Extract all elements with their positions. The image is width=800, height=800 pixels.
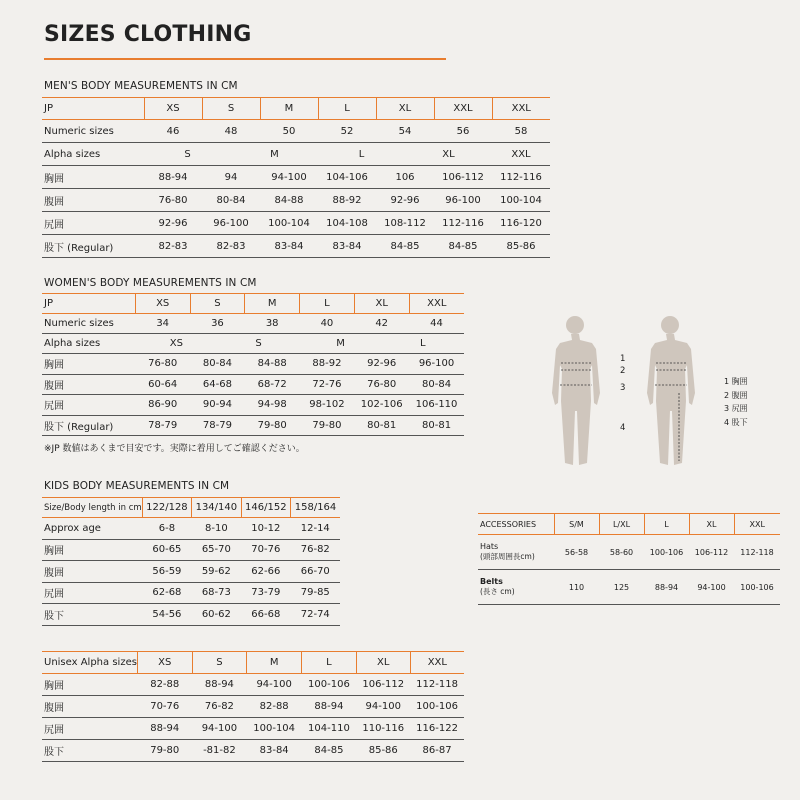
unisex-header-cell: XL (356, 652, 410, 674)
men-header-cell: M (260, 98, 318, 120)
accessories-header-cell: L/XL (599, 514, 644, 535)
accessories-header-cell: XL (689, 514, 734, 535)
women-cell: 36 (190, 314, 245, 334)
unisex-cell: 70-76 (137, 696, 192, 718)
men-cell: 58 (492, 120, 550, 143)
men-cell: 100-104 (260, 212, 318, 235)
women-cell: 90-94 (190, 395, 245, 416)
kids-cell: 66-70 (291, 561, 340, 583)
women-measure-row (42, 415, 464, 436)
men-numeric-row (42, 120, 550, 143)
men-cell: 85-86 (492, 235, 550, 258)
women-alpha-cell: S (217, 334, 299, 354)
women-cell: 42 (354, 314, 409, 334)
men-cell: 106-112 (434, 166, 492, 189)
unisex-cell: 88-94 (192, 674, 247, 696)
figure-number-4: 4 (620, 423, 626, 433)
kids-cell: 56-59 (142, 561, 191, 583)
men-cell: 56 (434, 120, 492, 143)
men-cell: 48 (202, 120, 260, 143)
unisex-header-cell: L (302, 652, 357, 674)
men-cell: 94 (202, 166, 260, 189)
kids-cell: 79-85 (291, 582, 340, 604)
unisex-cell: 88-94 (137, 718, 192, 740)
men-row-label: Numeric sizes (42, 120, 144, 143)
unisex-cell: 94-100 (356, 696, 410, 718)
hats-value: 56-58 (554, 535, 599, 570)
women-header-cell: XXL (409, 294, 464, 314)
women-row-label: Alpha sizes (42, 334, 135, 354)
unisex-cell: 100-104 (247, 718, 302, 740)
men-cell: 96-100 (434, 189, 492, 212)
women-cell: 60-64 (135, 374, 190, 395)
unisex-cell: 88-94 (302, 696, 357, 718)
women-cell: 72-76 (300, 374, 355, 395)
page-title: SIZES CLOTHING (44, 22, 252, 47)
women-header-cell: M (245, 294, 300, 314)
women-cell: 80-84 (190, 354, 245, 375)
men-header-cell: XL (376, 98, 434, 120)
women-cell: 80-81 (354, 415, 409, 436)
women-row-label: 胸囲 (42, 354, 135, 375)
body-figure (546, 313, 696, 478)
unisex-row (42, 674, 464, 696)
women-cell: 68-72 (245, 374, 300, 395)
women-cell: 76-80 (135, 354, 190, 375)
accessories-header-cell: L (644, 514, 689, 535)
men-cell: 94-100 (260, 166, 318, 189)
kids-cell: 8-10 (192, 518, 241, 540)
accessories-header-cell: XXL (734, 514, 780, 535)
belts-value: 100-106 (734, 570, 780, 605)
kids-header-cell: 122/128 (142, 498, 191, 518)
accessories-header-cell: S/M (554, 514, 599, 535)
women-size-table (42, 293, 464, 436)
hats-value: 100-106 (644, 535, 689, 570)
unisex-cell: -81-82 (192, 740, 247, 762)
women-measure-row (42, 374, 464, 395)
legend-item-inseam: 4 股下 (724, 417, 748, 427)
women-cell: 40 (300, 314, 355, 334)
men-cell: 84-85 (376, 235, 434, 258)
women-header-cell: XL (354, 294, 409, 314)
unisex-row-label: 胸囲 (42, 674, 137, 696)
accessories-header-row (478, 514, 780, 535)
kids-cell: 54-56 (142, 604, 191, 626)
kids-size-table (42, 497, 340, 626)
accessories-table (478, 513, 780, 605)
women-cell: 94-98 (245, 395, 300, 416)
men-cell: 96-100 (202, 212, 260, 235)
women-section-title: WOMEN'S BODY MEASUREMENTS IN CM (44, 277, 257, 289)
men-cell: 112-116 (492, 166, 550, 189)
unisex-cell: 82-88 (247, 696, 302, 718)
unisex-cell: 82-88 (137, 674, 192, 696)
kids-header-cell: 146/152 (241, 498, 290, 518)
kids-row (42, 518, 340, 540)
unisex-row (42, 696, 464, 718)
unisex-row-label: 股下 (42, 740, 137, 762)
kids-cell: 62-68 (142, 582, 191, 604)
accessories-row-belts (478, 570, 780, 605)
men-row-label: 尻囲 (42, 212, 144, 235)
men-cell: 83-84 (318, 235, 376, 258)
women-cell: 84-88 (245, 354, 300, 375)
men-cell: 84-85 (434, 235, 492, 258)
kids-row-label: 尻囲 (42, 582, 142, 604)
women-measure-row (42, 354, 464, 375)
men-header-cell: XS (144, 98, 202, 120)
men-alpha-cell: L (318, 143, 405, 166)
hats-value: 58-60 (599, 535, 644, 570)
accessories-header-cell: ACCESSORIES (478, 514, 554, 535)
women-cell: 98-102 (300, 395, 355, 416)
men-cell: 108-112 (376, 212, 434, 235)
figure-number-2: 2 (620, 366, 626, 376)
women-cell: 80-81 (409, 415, 464, 436)
kids-cell: 59-62 (192, 561, 241, 583)
men-header-cell: XXL (434, 98, 492, 120)
men-cell: 100-104 (492, 189, 550, 212)
kids-section-title: KIDS BODY MEASUREMENTS IN CM (44, 480, 230, 492)
women-cell: 76-80 (354, 374, 409, 395)
kids-row (42, 604, 340, 626)
women-cell: 78-79 (135, 415, 190, 436)
unisex-header-row (42, 652, 464, 674)
belts-label-cell (478, 570, 554, 605)
kids-row (42, 539, 340, 561)
men-header-row (42, 98, 550, 120)
men-size-table (42, 97, 550, 258)
belts-value: 125 (599, 570, 644, 605)
unisex-cell: 106-112 (356, 674, 410, 696)
men-measure-row (42, 189, 550, 212)
hats-label-cell (478, 535, 554, 570)
unisex-header-cell: Unisex Alpha sizes (42, 652, 137, 674)
unisex-cell: 94-100 (247, 674, 302, 696)
hats-sublabel: (頭部周囲長cm) (480, 552, 535, 561)
belts-label: Belts (480, 577, 503, 586)
men-cell: 116-120 (492, 212, 550, 235)
men-cell: 92-96 (376, 189, 434, 212)
kids-cell: 60-62 (192, 604, 241, 626)
men-header-cell: S (202, 98, 260, 120)
unisex-header-cell: M (247, 652, 302, 674)
men-row-label: 股下 (Regular) (42, 235, 144, 258)
belts-value: 88-94 (644, 570, 689, 605)
men-cell: 106 (376, 166, 434, 189)
hats-value: 112-118 (734, 535, 780, 570)
women-row-label: 腹囲 (42, 374, 135, 395)
belts-value: 110 (554, 570, 599, 605)
belts-value: 94-100 (689, 570, 734, 605)
kids-header-cell: 158/164 (291, 498, 340, 518)
unisex-cell: 86-87 (410, 740, 464, 762)
men-header-cell: L (318, 98, 376, 120)
kids-cell: 12-14 (291, 518, 340, 540)
men-header-cell: XXL (492, 98, 550, 120)
unisex-header-cell: S (192, 652, 247, 674)
kids-row-label: 腹囲 (42, 561, 142, 583)
men-cell: 92-96 (144, 212, 202, 235)
jp-note: ※JP 数値はあくまで目安です。実際に着用してご確認ください。 (44, 444, 305, 454)
unisex-cell: 76-82 (192, 696, 247, 718)
men-cell: 84-88 (260, 189, 318, 212)
hats-value: 106-112 (689, 535, 734, 570)
kids-cell: 68-73 (192, 582, 241, 604)
unisex-row (42, 718, 464, 740)
women-numeric-row (42, 314, 464, 334)
unisex-row-label: 尻囲 (42, 718, 137, 740)
unisex-cell: 85-86 (356, 740, 410, 762)
legend-item-hip: 3 尻囲 (724, 404, 748, 413)
unisex-cell: 116-122 (410, 718, 464, 740)
unisex-cell: 79-80 (137, 740, 192, 762)
accessories-row-hats (478, 535, 780, 570)
men-cell: 112-116 (434, 212, 492, 235)
unisex-size-table (42, 651, 464, 762)
men-cell: 83-84 (260, 235, 318, 258)
legend-item-waist: 2 腹囲 (724, 390, 748, 400)
women-cell: 106-110 (409, 395, 464, 416)
women-row-label: 股下 (Regular) (42, 415, 135, 436)
men-header-cell: JP (42, 98, 144, 120)
women-header-cell: JP (42, 294, 135, 314)
unisex-cell: 100-106 (410, 696, 464, 718)
kids-header-row (42, 498, 340, 518)
figure-number-3: 3 (620, 383, 626, 393)
kids-row-label: 胸囲 (42, 539, 142, 561)
men-cell: 82-83 (144, 235, 202, 258)
body-silhouettes (546, 313, 696, 473)
women-cell: 79-80 (300, 415, 355, 436)
men-row-label: 胸囲 (42, 166, 144, 189)
figure-number-1: 1 (620, 354, 626, 364)
unisex-cell: 112-118 (410, 674, 464, 696)
unisex-cell: 83-84 (247, 740, 302, 762)
women-cell: 64-68 (190, 374, 245, 395)
kids-cell: 66-68 (241, 604, 290, 626)
women-row-label: Numeric sizes (42, 314, 135, 334)
kids-cell: 60-65 (142, 539, 191, 561)
women-cell: 44 (409, 314, 464, 334)
men-measure-row (42, 212, 550, 235)
women-cell: 86-90 (135, 395, 190, 416)
legend-item-chest: 1 胸囲 (724, 377, 748, 386)
title-underline (44, 58, 446, 60)
kids-cell: 73-79 (241, 582, 290, 604)
men-cell: 50 (260, 120, 318, 143)
unisex-row-label: 腹囲 (42, 696, 137, 718)
figure-legend (724, 375, 748, 429)
unisex-cell: 94-100 (192, 718, 247, 740)
women-alpha-row (42, 334, 464, 354)
unisex-cell: 84-85 (302, 740, 357, 762)
women-header-row (42, 294, 464, 314)
unisex-cell: 110-116 (356, 718, 410, 740)
kids-cell: 62-66 (241, 561, 290, 583)
belts-sublabel: (長さ cm) (480, 587, 515, 596)
unisex-cell: 104-110 (302, 718, 357, 740)
women-alpha-cell: XS (135, 334, 217, 354)
kids-row-label: Approx age (42, 518, 142, 540)
women-header-cell: XS (135, 294, 190, 314)
kids-cell: 6-8 (142, 518, 191, 540)
women-header-cell: L (300, 294, 355, 314)
men-measure-row (42, 235, 550, 258)
women-header-cell: S (190, 294, 245, 314)
women-cell: 79-80 (245, 415, 300, 436)
men-cell: 88-92 (318, 189, 376, 212)
men-cell: 82-83 (202, 235, 260, 258)
kids-row (42, 561, 340, 583)
men-cell: 88-94 (144, 166, 202, 189)
hats-label: Hats (480, 542, 499, 551)
men-section-title: MEN'S BODY MEASUREMENTS IN CM (44, 80, 238, 92)
men-alpha-cell: XL (405, 143, 492, 166)
men-alpha-cell: S (144, 143, 231, 166)
kids-cell: 10-12 (241, 518, 290, 540)
kids-cell: 65-70 (192, 539, 241, 561)
men-cell: 104-108 (318, 212, 376, 235)
men-cell: 54 (376, 120, 434, 143)
women-cell: 38 (245, 314, 300, 334)
kids-row (42, 582, 340, 604)
men-cell: 46 (144, 120, 202, 143)
women-cell: 92-96 (354, 354, 409, 375)
women-cell: 96-100 (409, 354, 464, 375)
women-alpha-cell: L (382, 334, 464, 354)
kids-cell: 76-82 (291, 539, 340, 561)
men-row-label: Alpha sizes (42, 143, 144, 166)
men-cell: 104-106 (318, 166, 376, 189)
men-cell: 52 (318, 120, 376, 143)
women-cell: 34 (135, 314, 190, 334)
kids-row-label: 股下 (42, 604, 142, 626)
kids-cell: 72-74 (291, 604, 340, 626)
men-cell: 76-80 (144, 189, 202, 212)
men-alpha-cell: M (231, 143, 318, 166)
women-alpha-cell: M (300, 334, 382, 354)
women-cell: 102-106 (354, 395, 409, 416)
men-alpha-row (42, 143, 550, 166)
men-measure-row (42, 166, 550, 189)
men-cell: 80-84 (202, 189, 260, 212)
kids-header-cell: Size/Body length in cm (42, 498, 142, 518)
kids-cell: 70-76 (241, 539, 290, 561)
men-alpha-cell: XXL (492, 143, 550, 166)
women-cell: 78-79 (190, 415, 245, 436)
unisex-cell: 100-106 (302, 674, 357, 696)
women-cell: 80-84 (409, 374, 464, 395)
unisex-header-cell: XXL (410, 652, 464, 674)
unisex-row (42, 740, 464, 762)
men-row-label: 腹囲 (42, 189, 144, 212)
women-cell: 88-92 (300, 354, 355, 375)
women-row-label: 尻囲 (42, 395, 135, 416)
women-measure-row (42, 395, 464, 416)
kids-header-cell: 134/140 (192, 498, 241, 518)
unisex-header-cell: XS (137, 652, 192, 674)
